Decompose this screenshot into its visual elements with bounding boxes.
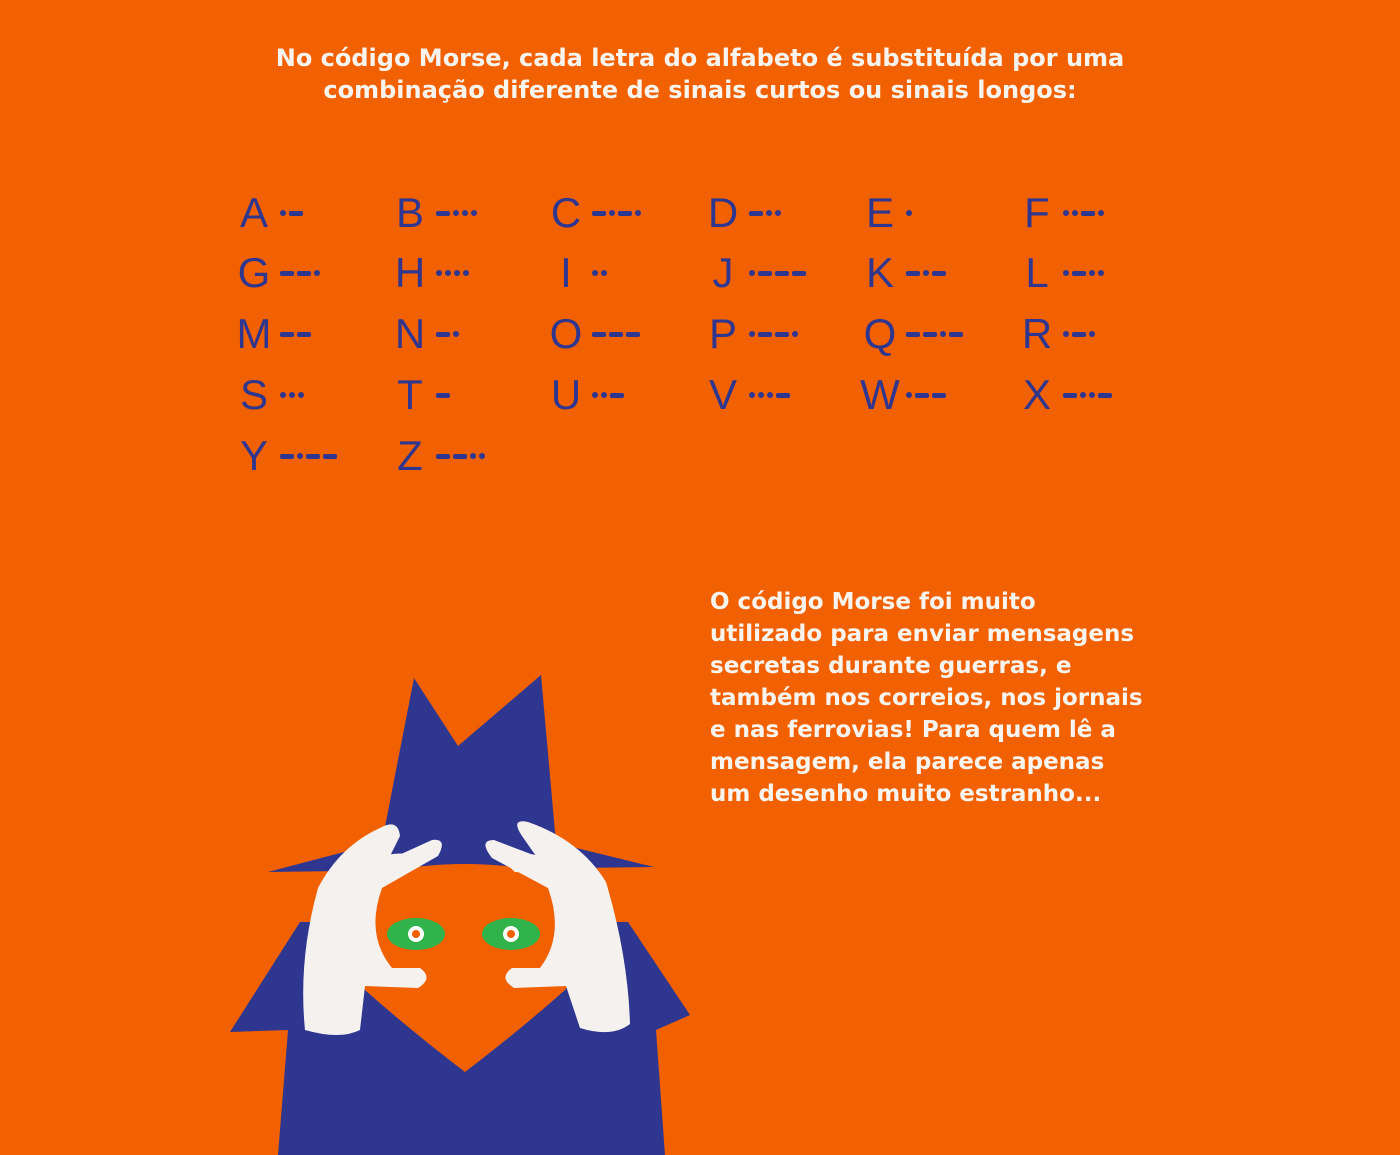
right-iris-icon — [507, 930, 515, 938]
morse-letter: H — [394, 249, 426, 296]
morse-letter: F — [1024, 189, 1050, 236]
intro-line-1: No código Morse, cada letra do alfabeto é substituída por uma — [275, 44, 1125, 72]
wizard-hat — [268, 675, 654, 872]
story-line-3: secretas durante guerras, e — [710, 653, 1072, 679]
morse-letter: P — [708, 310, 737, 357]
intro-line-2: combinação diferente de sinais curtos ou sinais longos: — [323, 76, 1077, 104]
morse-letter: T — [397, 371, 423, 418]
story-line-6: mensagem, ela parece apenas — [710, 749, 1105, 775]
morse-letter: B — [395, 189, 424, 236]
morse-letter: E — [865, 189, 894, 236]
morse-letter: J — [712, 249, 734, 296]
morse-letter: Z — [397, 432, 423, 479]
morse-letter: N — [394, 310, 426, 357]
morse-letter: I — [560, 249, 572, 296]
morse-letter: W — [860, 371, 900, 418]
story-line-1: O código Morse foi muito — [710, 589, 1036, 615]
morse-letter: K — [865, 249, 894, 296]
story-line-2: utilizado para enviar mensagens — [710, 621, 1135, 647]
morse-letter: X — [1022, 371, 1051, 418]
left-iris-icon — [412, 930, 420, 938]
morse-letter: Q — [863, 310, 897, 357]
morse-letter: L — [1025, 249, 1049, 296]
morse-letter: A — [239, 189, 268, 236]
morse-letter: V — [708, 371, 737, 418]
morse-letter: C — [550, 189, 582, 236]
story-line-4: também nos correios, nos jornais — [710, 685, 1143, 711]
story-line-7: um desenho muito estranho... — [710, 781, 1102, 807]
story-line-5: e nas ferrovias! Para quem lê a — [710, 717, 1116, 743]
morse-letter: G — [237, 249, 271, 296]
morse-letter: S — [239, 371, 268, 418]
morse-letter: M — [236, 310, 272, 357]
morse-letter: U — [550, 371, 582, 418]
morse-letter: Y — [239, 432, 268, 479]
morse-letter: O — [549, 310, 583, 357]
morse-letter: D — [707, 189, 739, 236]
morse-letter: R — [1021, 310, 1053, 357]
